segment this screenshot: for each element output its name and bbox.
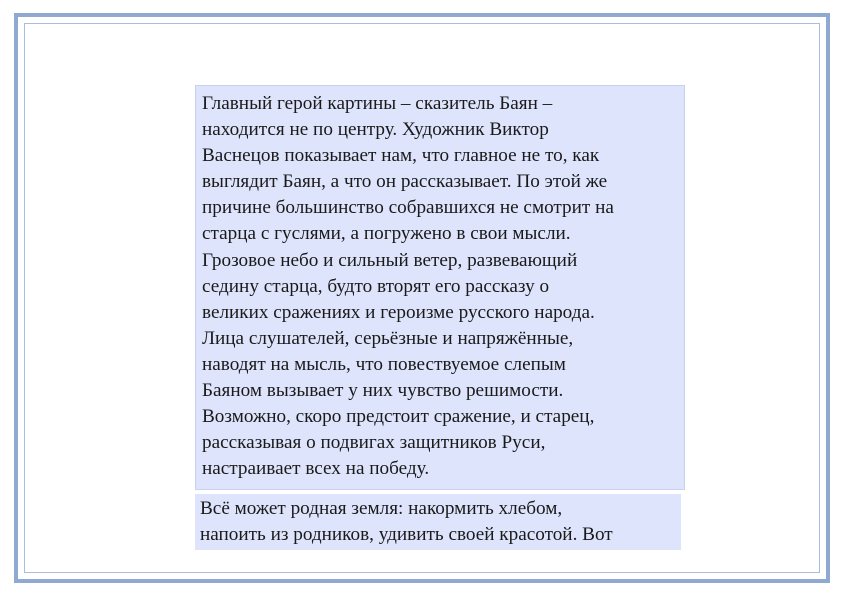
text-line: Васнецов показывает нам, что главное не то, как xyxy=(202,145,600,167)
text-line: великих сражениях и героизме русского народа. xyxy=(202,301,595,323)
text-line: Возможно, скоро предстоит сражение, и старец, xyxy=(202,406,595,428)
text-line: находится не по центру. Художник Виктор xyxy=(202,119,549,141)
main-text-block xyxy=(195,85,685,490)
text-line: Всё может родная земля: накормить хлебом, xyxy=(200,498,563,519)
text-line: седину старца, будто вторят его рассказу о xyxy=(202,275,550,297)
text-line: старца с гуслями, а погружено в свои мысли. xyxy=(202,223,571,245)
text-line: Главный герой картины – сказитель Баян – xyxy=(202,93,553,114)
secondary-text-block xyxy=(195,494,681,550)
text-line: настраивает всех на победу. xyxy=(202,458,430,480)
text-line: Грозовое небо и сильный ветер, развевающий xyxy=(202,249,578,271)
text-line: Лица слушателей, серьёзные и напряжённые, xyxy=(202,327,574,349)
text-line: наводят на мысль, что повествуемое слепым xyxy=(202,353,566,375)
text-line: выглядит Баян, а что он рассказывает. По этой же xyxy=(202,171,608,193)
text-line: Баяном вызывает у них чувство решимости. xyxy=(202,380,564,402)
text-line: напоить из родников, удивить своей красотой. Вот xyxy=(200,524,613,546)
text-line: рассказывая о подвигах защитников Руси, xyxy=(202,432,546,454)
text-line: причине большинство собравшихся не смотрит на xyxy=(202,197,614,219)
